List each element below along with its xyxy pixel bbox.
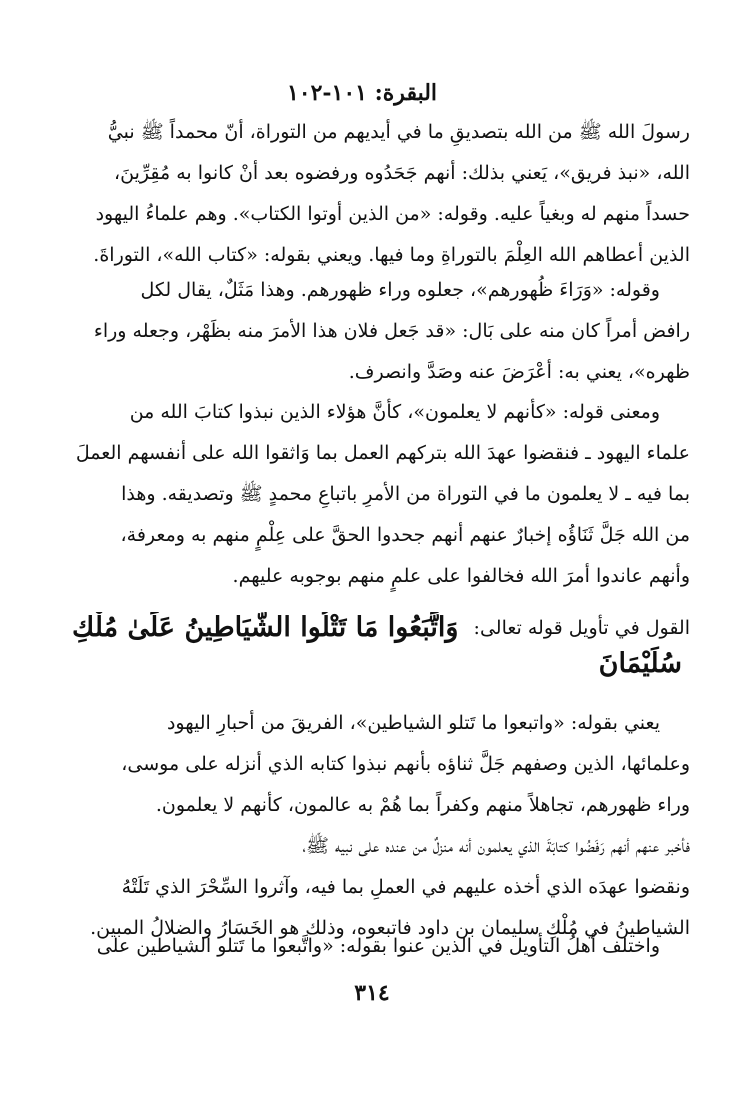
text-line: وأنهم عاندوا أمرَ الله فخالفوا على علمٍ منهم بوجوبه عليهم. [232,565,690,587]
text-line: رافض أمراً كان منه على بَال: «قد جَعل فلان هذا الأمرَ منه بظَهْر، وجعله وراء [93,320,690,342]
paragraph-6 [60,926,690,967]
quran-verse: وَاتَّبَعُوا مَا تَتْلُوا الشَّيَاطِينُ عَلَىٰ مُلْكِ [71,612,459,643]
text-line: الله، «نبذ فريق»، يَعني بذلك: أنهم جَحَدُوه ورفضوه بعد أنْ كانوا به مُقِرِّينَ، [114,162,690,184]
paragraph-1 [60,112,690,276]
paragraph-3 [60,392,690,597]
paragraph-5 [60,703,690,949]
text-line: حسداً منهم له وبغياً عليه. وقوله: «من الذين أوتوا الكتاب». وهم علماءُ اليهود [95,203,690,225]
text-line: فأخبر عنهم أنهم رَفَضُوا كتابَةَ الذي يعلمون أنه منزلٌ من عنده على نبيه ﷺ، [302,835,690,857]
text-line: بما فيه ـ لا يعلمون ما في التوراة من الأمرِ باتباعِ محمدٍ ﷺ وتصديقه. وهذا [121,483,690,505]
text-line: ونقضوا عهدَه الذي أخذه عليهم في العملِ بما فيه، وآثروا السِّحْرَ الذي تَلَتْهُ [121,876,690,898]
text-line: يعني بقوله: «واتبعوا ما تَتلو الشياطين»، الفريقَ من أحبارِ اليهود [166,712,660,734]
text-line: ومعنى قوله: «كأنهم لا يعلمون»، كأنَّ هؤلاء الذين نبذوا كتابَ الله من [129,401,660,423]
text-line: ظهره»، يعني به: أعْرَضَ عنه وصَدَّ وانصرف. [348,361,690,383]
section-heading-intro: القول في تأويل قوله تعالى: [473,616,690,639]
paragraph-2 [60,270,690,393]
page-number: ٣١٤ [354,980,390,1006]
quran-verse-continuation: سُلَيْمَانَ [598,648,682,679]
text-line: وقوله: «وَرَاءَ ظُهورهم»، جعلوه وراء ظهورهم. وهذا مَثَلٌ، يقال لكل [140,279,660,301]
text-line: رسولَ الله ﷺ من الله بتصديقِ ما في أيديهم من التوراة، أنّ محمداً ﷺ نبيُّ [107,121,690,143]
section-heading [60,612,690,658]
text-line: واختلف أهلُ التأويل في الذين عنوا بقوله: «واتَّبعوا ما تَتلو الشياطين على [96,935,660,957]
page-header: البقرة: ١٠١-١٠٢ [286,80,438,106]
text-line: الشياطينُ في مُلْكِ سليمان بن داود فاتبعوه، وذلك هو الخَسَارُ والضلالُ المبين. [90,917,690,939]
text-line: علماء اليهود ـ فنقضوا عهدَ الله بتركهم العمل بما وَاثقوا الله على أنفسهم العملَ [75,442,690,464]
text-line: من الله جَلَّ ثَنَاؤُه إخبارٌ عنهم أنهم جحدوا الحقَّ على عِلْمٍ منهم به ومعرفة، [120,524,690,546]
text-line: وراء ظهورهم، تجاهلاً منهم وكفراً بما هُمْ به عالمون، كأنهم لا يعلمون. [155,794,690,816]
text-line: وعلمائها، الذين وصفهم جَلَّ ثناؤه بأنهم نبذوا كتابه الذي أنزله على موسى، [121,753,690,775]
text-line: الذين أعطاهم الله العِلْمَ بالتوراةِ وما فيها. ويعني بقوله: «كتاب الله»، التوراةَ. [93,244,690,266]
